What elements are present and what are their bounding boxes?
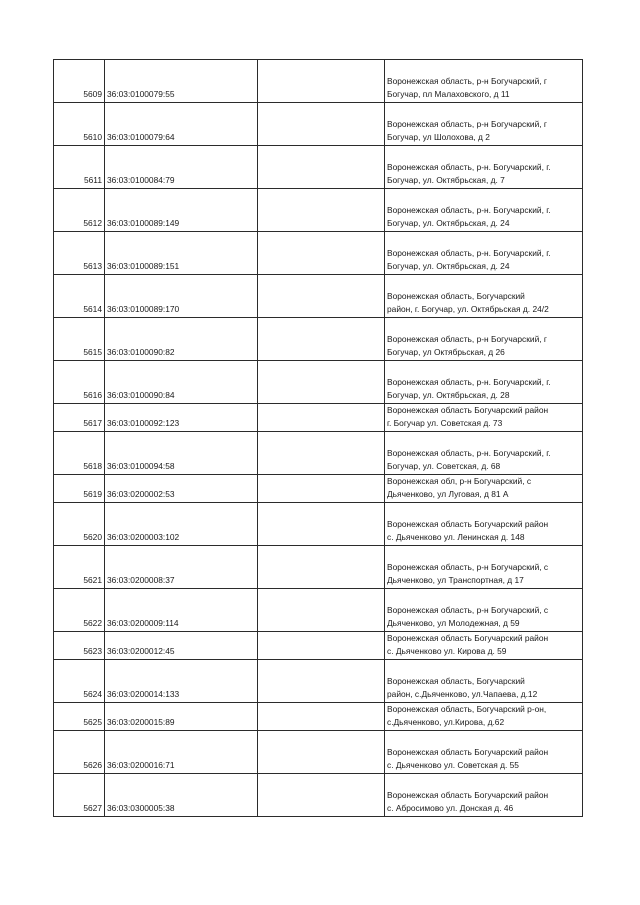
- address-line: Богучар, ул. Октябрьская, д. 24: [387, 261, 510, 271]
- row-number-cell: 5618: [54, 432, 105, 475]
- address-line: Воронежская область, р-н. Богучарский, г.: [387, 205, 551, 215]
- address-line: Воронежская область, Богучарский р-он,: [387, 704, 547, 714]
- address-line: Воронежская область Богучарский район: [387, 747, 549, 757]
- table-row: [54, 361, 583, 404]
- address-line: Воронежская область, р-н Богучарский, г: [387, 334, 547, 344]
- row-number-cell: 5615: [54, 318, 105, 361]
- address-cell: [385, 189, 583, 232]
- address-line: Воронежская область, р-н. Богучарский, г.: [387, 162, 551, 172]
- address-cell: [385, 660, 583, 703]
- address-line: Воронежская область, р-н Богучарский, г: [387, 119, 547, 129]
- cadastral-number-cell: 36:03:0100079:55: [105, 60, 258, 103]
- cadastral-number-cell: 36:03:0100092:123: [105, 404, 258, 432]
- row-number-cell: 5619: [54, 475, 105, 503]
- address-line: с. Дьяченково ул. Советская д. 55: [387, 760, 519, 770]
- address-line: Воронежская область Богучарский район: [387, 790, 549, 800]
- address-line: Воронежская область, р-н. Богучарский, г.: [387, 377, 551, 387]
- table-row: [54, 189, 583, 232]
- address-line: Воронежская обл, р-н Богучарский, с: [387, 476, 532, 486]
- address-line: Воронежская область Богучарский район: [387, 405, 549, 415]
- empty-cell: [258, 774, 385, 817]
- empty-cell: [258, 318, 385, 361]
- address-cell: [385, 146, 583, 189]
- table-row: [54, 589, 583, 632]
- row-number-cell: 5613: [54, 232, 105, 275]
- empty-cell: [258, 632, 385, 660]
- address-line: Воронежская область, Богучарский: [387, 676, 525, 686]
- address-line: Воронежская область, р-н. Богучарский, г.: [387, 248, 551, 258]
- property-table: [53, 59, 583, 817]
- address-line: с.Дьяченково, ул.Кирова, д.62: [387, 717, 505, 727]
- address-line: Воронежская область Богучарский район: [387, 633, 549, 643]
- address-line: Дьяченково, ул Транспортная, д 17: [387, 575, 524, 585]
- row-number-cell: 5620: [54, 503, 105, 546]
- table-row: [54, 660, 583, 703]
- row-number-cell: 5627: [54, 774, 105, 817]
- address-cell: [385, 546, 583, 589]
- cadastral-number-cell: 36:03:0100089:151: [105, 232, 258, 275]
- cadastral-number-cell: 36:03:0200003:102: [105, 503, 258, 546]
- cadastral-number-cell: 36:03:0200015:89: [105, 703, 258, 731]
- empty-cell: [258, 404, 385, 432]
- cadastral-number-cell: 36:03:0200008:37: [105, 546, 258, 589]
- address-line: Дьяченково, ул Луговая, д 81 А: [387, 489, 509, 499]
- address-line: район, г. Богучар, ул. Октябрьская д. 24/2: [387, 304, 549, 314]
- address-line: Богучар, ул Шолохова, д 2: [387, 132, 490, 142]
- table-row: [54, 503, 583, 546]
- table-row: [54, 632, 583, 660]
- table-row: [54, 232, 583, 275]
- row-number-cell: 5622: [54, 589, 105, 632]
- row-number-cell: 5611: [54, 146, 105, 189]
- address-cell: [385, 275, 583, 318]
- address-line: Воронежская область, р-н Богучарский, г: [387, 76, 547, 86]
- address-line: с. Дьяченково ул. Кирова д. 59: [387, 646, 507, 656]
- address-line: Богучар, ул Октябрьская, д 26: [387, 347, 505, 357]
- address-line: Воронежская область Богучарский район: [387, 519, 549, 529]
- address-line: Богучар, ул. Октябрьская, д. 28: [387, 390, 510, 400]
- table-row: [54, 546, 583, 589]
- address-line: Воронежская область, р-н Богучарский, с: [387, 605, 549, 615]
- address-line: с. Дьяченково ул. Ленинская д. 148: [387, 532, 525, 542]
- address-line: район, с.Дьяченково, ул.Чапаева, д.12: [387, 689, 538, 699]
- cadastral-number-cell: 36:03:0100079:64: [105, 103, 258, 146]
- table-row: [54, 146, 583, 189]
- cadastral-number-cell: 36:03:0100084:79: [105, 146, 258, 189]
- address-cell: [385, 632, 583, 660]
- cadastral-number-cell: 36:03:0200016:71: [105, 731, 258, 774]
- empty-cell: [258, 60, 385, 103]
- table-row: [54, 475, 583, 503]
- table-row: [54, 404, 583, 432]
- address-cell: [385, 432, 583, 475]
- row-number-cell: 5623: [54, 632, 105, 660]
- address-cell: [385, 232, 583, 275]
- empty-cell: [258, 503, 385, 546]
- address-cell: [385, 361, 583, 404]
- address-line: Воронежская область, р-н Богучарский, с: [387, 562, 549, 572]
- empty-cell: [258, 731, 385, 774]
- address-cell: [385, 404, 583, 432]
- cadastral-number-cell: 36:03:0100089:170: [105, 275, 258, 318]
- empty-cell: [258, 703, 385, 731]
- table-row: [54, 103, 583, 146]
- empty-cell: [258, 475, 385, 503]
- empty-cell: [258, 232, 385, 275]
- address-line: Богучар, пл Малаховского, д 11: [387, 89, 510, 99]
- empty-cell: [258, 146, 385, 189]
- address-line: Воронежская область, р-н. Богучарский, г.: [387, 448, 551, 458]
- address-cell: [385, 703, 583, 731]
- empty-cell: [258, 361, 385, 404]
- address-cell: [385, 103, 583, 146]
- table-row: [54, 318, 583, 361]
- address-cell: [385, 731, 583, 774]
- address-line: Воронежская область, Богучарский: [387, 291, 525, 301]
- address-cell: [385, 475, 583, 503]
- address-line: Богучар, ул. Советская, д. 68: [387, 461, 501, 471]
- address-line: г. Богучар ул. Советская д. 73: [387, 418, 503, 428]
- empty-cell: [258, 546, 385, 589]
- cadastral-number-cell: 36:03:0200012:45: [105, 632, 258, 660]
- row-number-cell: 5616: [54, 361, 105, 404]
- cadastral-number-cell: 36:03:0100094:58: [105, 432, 258, 475]
- property-table-body: [54, 60, 583, 817]
- table-row: [54, 703, 583, 731]
- address-line: Богучар, ул. Октябрьская, д. 7: [387, 175, 505, 185]
- cadastral-number-cell: 36:03:0200014:133: [105, 660, 258, 703]
- empty-cell: [258, 103, 385, 146]
- address-line: с. Абросимово ул. Донская д. 46: [387, 803, 514, 813]
- address-cell: [385, 318, 583, 361]
- cadastral-number-cell: 36:03:0300005:38: [105, 774, 258, 817]
- empty-cell: [258, 275, 385, 318]
- row-number-cell: 5621: [54, 546, 105, 589]
- empty-cell: [258, 589, 385, 632]
- empty-cell: [258, 660, 385, 703]
- cadastral-number-cell: 36:03:0200009:114: [105, 589, 258, 632]
- address-line: Дьяченково, ул Молодежная, д 59: [387, 618, 520, 628]
- row-number-cell: 5617: [54, 404, 105, 432]
- row-number-cell: 5625: [54, 703, 105, 731]
- cadastral-number-cell: 36:03:0100090:84: [105, 361, 258, 404]
- table-row: [54, 60, 583, 103]
- row-number-cell: 5610: [54, 103, 105, 146]
- table-row: [54, 731, 583, 774]
- address-cell: [385, 60, 583, 103]
- address-cell: [385, 503, 583, 546]
- table-row: [54, 774, 583, 817]
- row-number-cell: 5612: [54, 189, 105, 232]
- cadastral-number-cell: 36:03:0200002:53: [105, 475, 258, 503]
- cadastral-number-cell: 36:03:0100090:82: [105, 318, 258, 361]
- row-number-cell: 5609: [54, 60, 105, 103]
- empty-cell: [258, 432, 385, 475]
- address-line: Богучар, ул. Октябрьская, д. 24: [387, 218, 510, 228]
- table-row: [54, 432, 583, 475]
- address-cell: [385, 589, 583, 632]
- table-row: [54, 275, 583, 318]
- address-cell: [385, 774, 583, 817]
- row-number-cell: 5624: [54, 660, 105, 703]
- empty-cell: [258, 189, 385, 232]
- row-number-cell: 5626: [54, 731, 105, 774]
- row-number-cell: 5614: [54, 275, 105, 318]
- cadastral-number-cell: 36:03:0100089:149: [105, 189, 258, 232]
